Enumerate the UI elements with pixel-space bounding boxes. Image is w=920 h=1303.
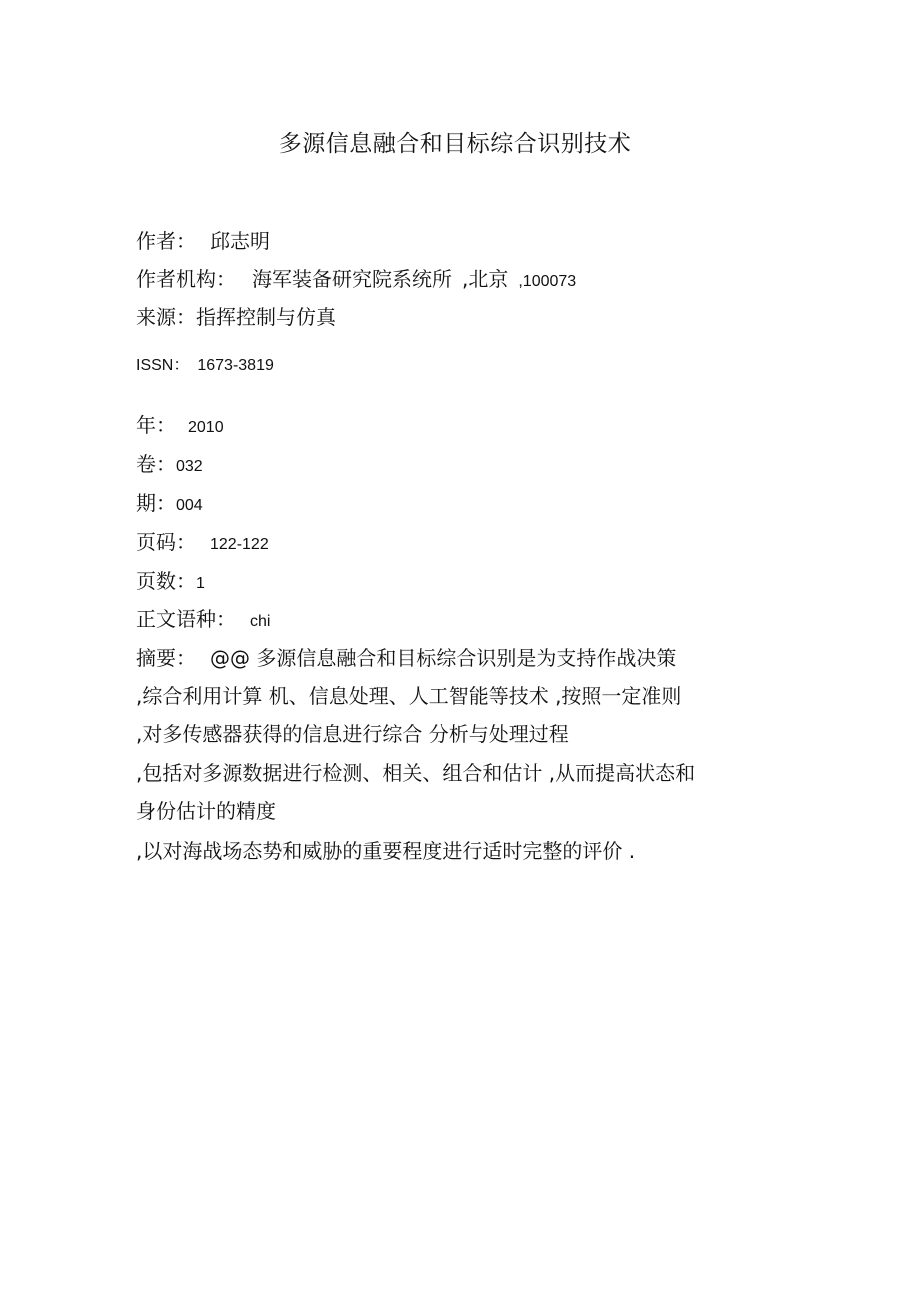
language-value: chi [250,613,271,630]
year-label: 年： [136,413,176,437]
volume-field [136,449,203,482]
issn-field [136,348,274,381]
page-count-label: 页数： [136,569,196,593]
issn-value: 1673-3819 [197,357,274,374]
pages-field [136,527,269,560]
author-field [136,226,270,256]
abstract-first-line [136,643,676,673]
affiliation-org: 海军装备研究院系统所 [252,267,452,291]
pages-label: 页码： [136,530,196,554]
language-field [136,604,270,637]
author-value: 邱志明 [210,229,270,253]
abstract-line: ,对多传感器获得的信息进行综合 分析与处理过程 [136,722,569,746]
year-value: 2010 [188,419,224,436]
issue-value: 004 [176,497,203,514]
affiliation-city: ,北京 [462,267,509,291]
abstract-line: ,综合利用计算 机、信息处理、人工智能等技术 ,按照一定准则 [136,684,682,708]
volume-label: 卷： [136,452,176,476]
document-title: 多源信息融合和目标综合识别技术 [278,131,632,157]
abstract-line: @@ 多源信息融合和目标综合识别是为支持作战决策 [210,646,677,670]
source-label: 来源： [136,305,196,329]
affiliation-label: 作者机构： [136,267,236,291]
issn-label: ISSN： [136,357,190,374]
issue-field [136,488,203,521]
pages-value: 122-122 [210,536,269,553]
abstract-line: ,以对海战场态势和威胁的重要程度进行适时完整的评价 . [136,839,636,863]
source-field [136,302,336,332]
abstract-line: 身份估计的精度 [136,799,276,823]
volume-value: 032 [176,458,203,475]
abstract-label: 摘要： [136,646,196,670]
year-field [136,410,224,443]
page-count-value: 1 [196,575,205,592]
source-value: 指挥控制与仿真 [196,305,336,329]
language-label: 正文语种： [136,607,236,631]
issue-label: 期： [136,491,176,515]
page-count-field [136,566,205,599]
affiliation-field [136,264,576,297]
abstract-line: ,包括对多源数据进行检测、相关、组合和估计 ,从而提高状态和 [136,761,696,785]
affiliation-postcode: ,100073 [518,273,577,290]
author-label: 作者： [136,229,196,253]
